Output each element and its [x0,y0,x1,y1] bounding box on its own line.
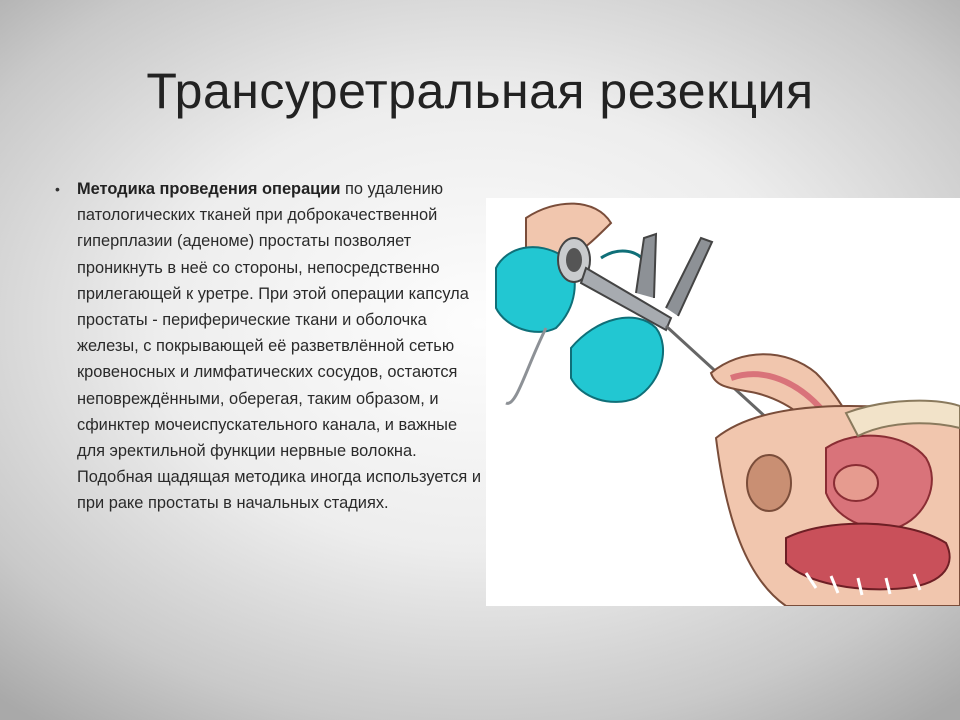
prostate [834,465,878,501]
irrigation-port [636,234,656,298]
bold-lead-text: Методика проведения операции [77,180,341,198]
paragraph-text: по удалению патологических тканей при доброкачественной гиперплазии (аденоме) простаты позволяет проникнуть в неё со стороны, непосредственно прилегающей к уретре. При этой операции капсула простаты - периферические ткани и оболочка железы, с покрывающей её разветвлённой сетью кровеносных и лимфатических сосудов, остаются неповреждёнными, оберегая, таким образом, и сфинктер мочеиспускательного канала, и важные для эректильной функции нервные волокна. Подобная щадящая методика иногда используется и при раке простаты в начальных стадиях. [77,180,482,513]
slide-title: Трансуретральная резекция [146,63,814,119]
bullet-paragraph [77,176,485,517]
finger-outline [601,251,646,263]
bullet-marker: • [55,181,60,197]
tubing [506,328,546,403]
testicle [747,455,791,511]
inflow-port [666,238,712,316]
eyepiece-lens [566,248,582,272]
turp-illustration-drawing [486,198,960,606]
turp-illustration [486,198,960,606]
right-glove [571,318,663,402]
body-text [55,176,485,517]
